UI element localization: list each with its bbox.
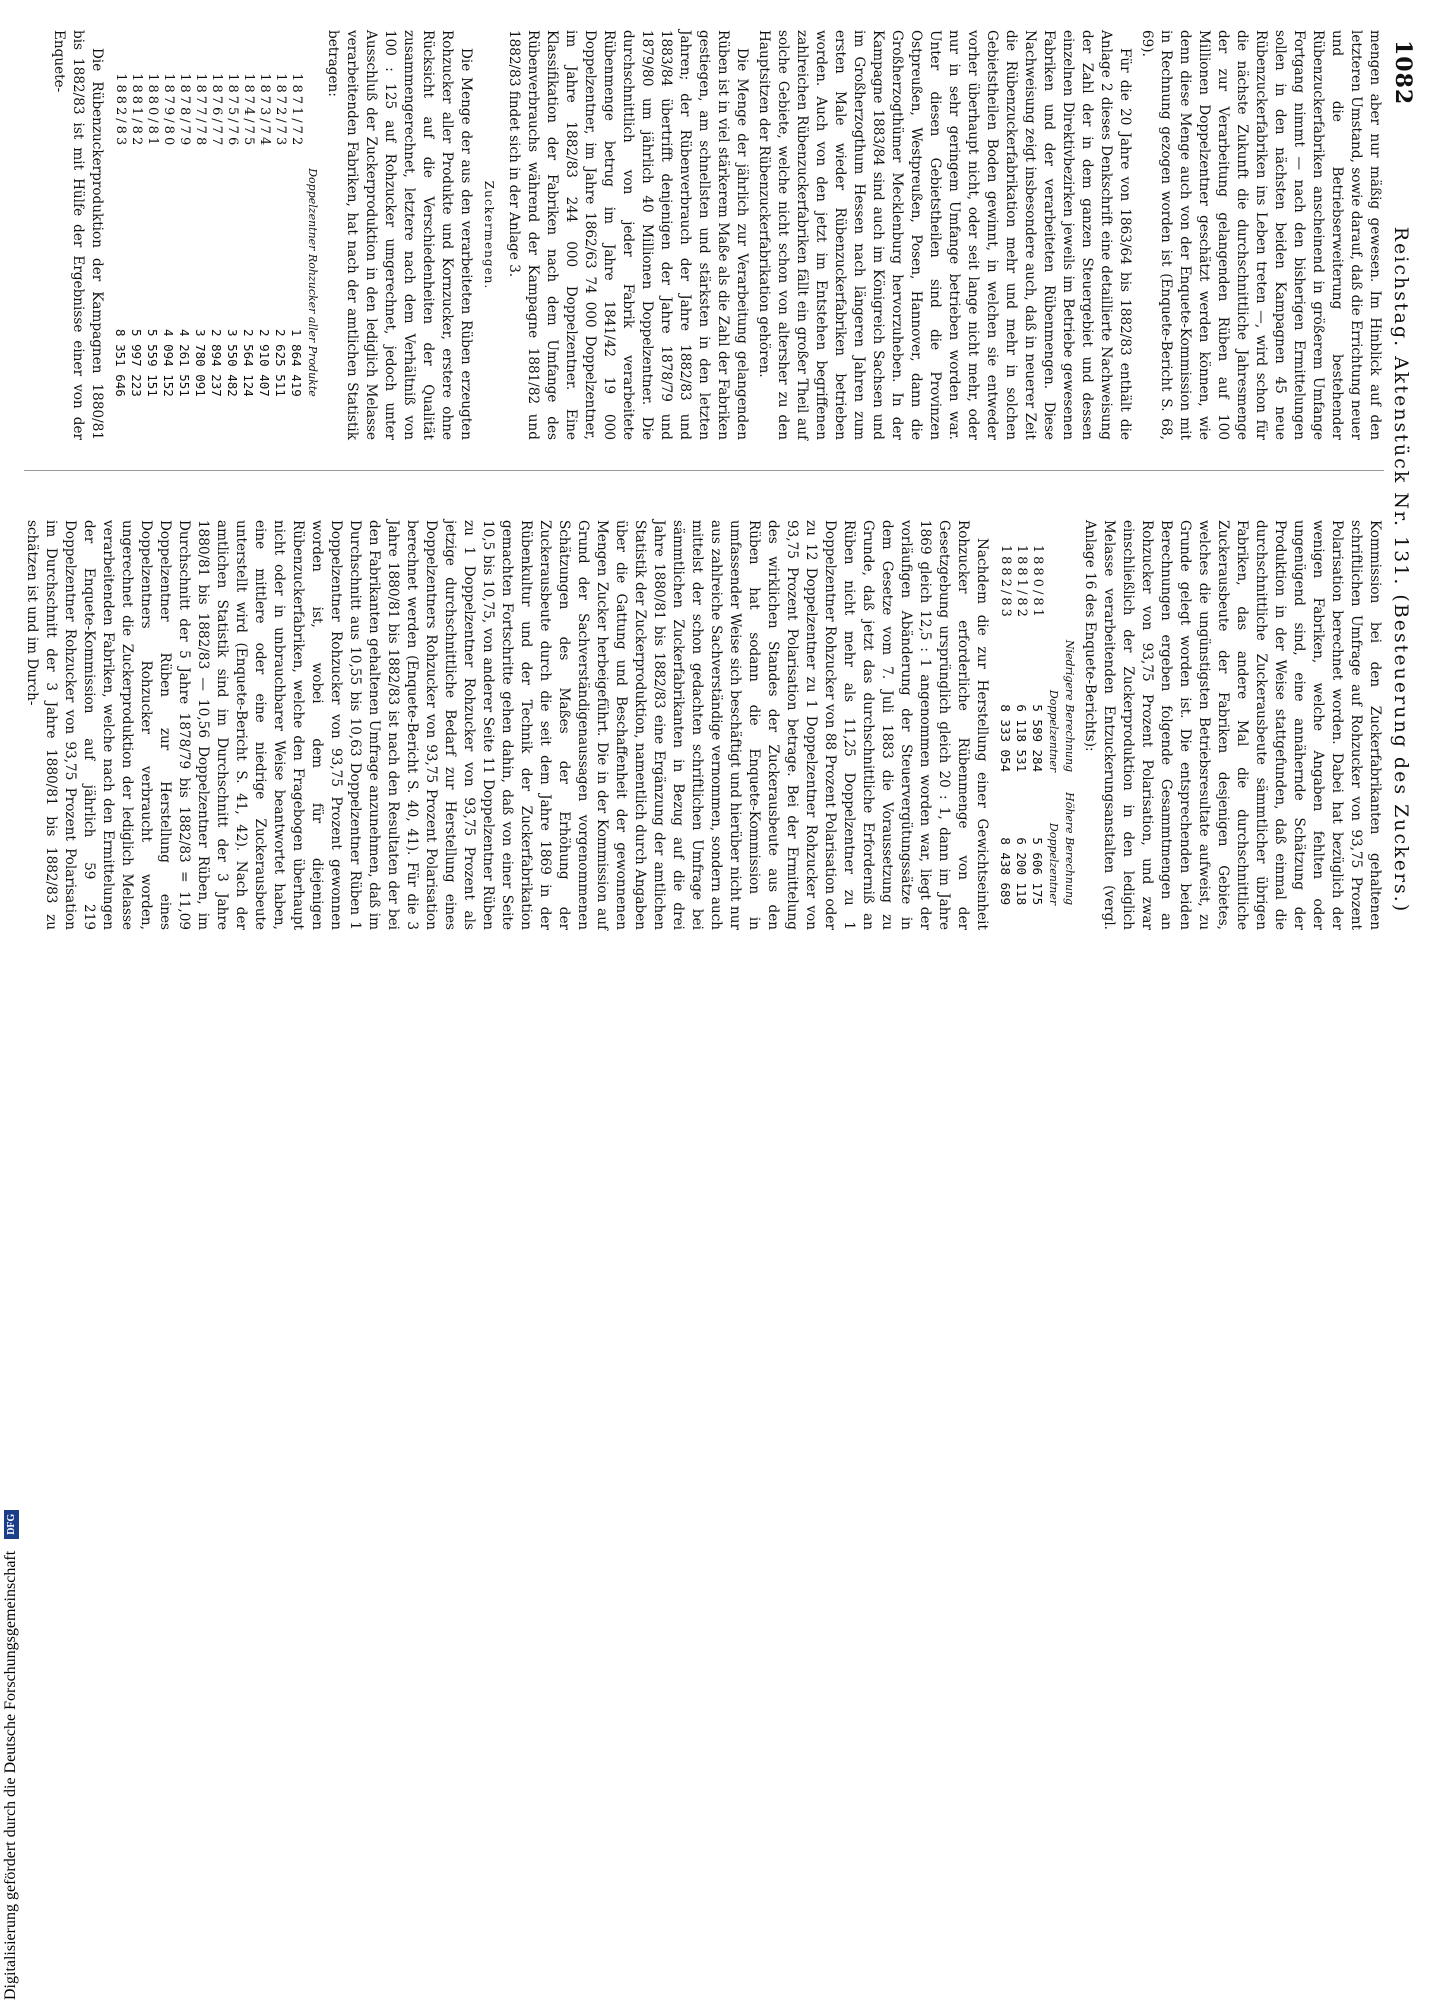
table-row [224, 63, 240, 407]
table-value: 8 351 646 [113, 329, 128, 397]
table-year: 1880/81 [1030, 544, 1045, 620]
table-year: 1879/80 [161, 73, 176, 149]
table-header-row [304, 63, 320, 407]
left-paragraph-5: Die Rübenzuckerproduktion der Kampagnen 1880/81 bis 1882/83 ist mit Hülfe der Ergebnisse einer von der Enquete- [51, 30, 105, 440]
table-year: 1871/72 [289, 73, 304, 149]
column-divider [24, 470, 1384, 471]
table-row [1029, 535, 1045, 915]
table-row [240, 63, 256, 407]
table-value-high: 5 606 175 [1030, 837, 1045, 906]
table-value: 5 559 151 [145, 329, 160, 397]
table-value: 3 550 482 [225, 329, 240, 397]
left-column [4, 30, 1384, 440]
table-row [112, 63, 128, 407]
table-year: 1875/76 [225, 73, 240, 149]
table-value: 2 910 407 [257, 329, 272, 397]
table-year: 1878/79 [177, 73, 192, 149]
table-value: 1 864 419 [289, 329, 304, 397]
table-year: 1882/83 [113, 73, 128, 149]
table-value: 4 094 152 [161, 329, 176, 397]
table-header-row [1061, 535, 1077, 915]
table-row [144, 63, 160, 407]
table-value-high: 6 200 118 [1014, 837, 1029, 906]
table-header-value: Doppelzentner Rohzucker aller Produkte [306, 168, 319, 397]
table-value-low: 6 118 531 [1014, 704, 1029, 773]
table-year: 1882/83 [998, 544, 1013, 620]
table-header-low: Niedrigere Berechnung [1063, 639, 1076, 773]
table-value: 2 625 511 [273, 329, 288, 397]
table-row [1013, 535, 1029, 915]
table-header-high: Höhere Berechnung [1063, 792, 1076, 906]
table-unit-low: Doppelzentner [1047, 689, 1060, 773]
table-year: 1876/77 [209, 73, 224, 149]
table-row [256, 63, 272, 407]
table-year: 1873/74 [257, 73, 272, 149]
table-value: 5 997 223 [129, 329, 144, 397]
right-column [4, 520, 1384, 930]
right-paragraph-1: Kommission bei den Zuckerfabrikanten gehaltenen schriftlichen Umfrage auf Rohzucker von 93,75 Prozent Polarisation berechnet worden. Dabei hat bezüglich der wenigen Fabriken, welche Angaben fehlten oder ungenügend sind, eine annähernde Schätzung der Produktion in der Weise stattgefunden, daß einmal die durchschnittliche Zuckerausbeute sämmtlicher übrigen Fabriken, das andere Mal die durchschnittliche Zuckerausbeute der Fabriken desjenigen Gebietes, welches die ungünstigsten Betriebsresultate aufweist, zu Grunde gelegt worden ist. Die entsprechenden beiden Berechnungen ergeben folgende Gesammtmengen an Rohzucker von 93,75 Prozent Polarisation, und zwar einschließlich der Zuckerproduktion in den lediglich Melasse verarbeitenden Entzuckerungsanstalten (vergl. Anlage 16 des Enquete-Berichts): [1082, 520, 1383, 930]
table-year: 1881/82 [1014, 544, 1029, 620]
table-value: 4 261 551 [177, 329, 192, 397]
table-row [160, 63, 176, 407]
table-row [272, 63, 288, 407]
running-title: Reichstag. Aktenstück Nr. 131. (Besteuerung des Zuckers.) [1390, 226, 1412, 914]
table-year: 1872/73 [273, 73, 288, 149]
table-row [128, 63, 144, 407]
section-title: Zuckermengen. [482, 180, 496, 290]
left-paragraph-3: Die Menge der jährlich zur Verarbeitung gelangenden Rüben ist in viel stärkerem Maße als die Zahl der Fabriken gestiegen, am schnellsten und stärksten in den letzten Jahren; der Rübenverbrauch der Jahre 1882/83 und 1883/84 übertrifft denjenigen der Jahre 1878/79 und 1879/80 um jährlich 40 Millionen Doppelzentner. Die durchschnittlich von jeder Fabrik verarbeitete Rübenmenge betrug im Jahre 1841/42 19 000 Doppelzentner, im Jahre 1862/63 74 000 Doppelzentner, im Jahre 1882/83 244 000 Doppelzentner. Eine Klassifikation der Fabriken nach dem Umfange des Rübenverbrauchs während der Kampagne 1881/82 und 1882/83 findet sich in der Anlage 3. [506, 30, 750, 440]
sugar-production-table [112, 63, 320, 407]
table-year: 1881/82 [129, 73, 144, 149]
table-row [176, 63, 192, 407]
dfg-logo: DFG [4, 1510, 19, 1539]
table-row [288, 63, 304, 407]
table-value-high: 8 438 689 [998, 837, 1013, 906]
table-header-year [304, 63, 320, 158]
table-value: 2 894 237 [209, 329, 224, 397]
page-header [1386, 40, 1426, 970]
table-year: 1880/81 [145, 73, 160, 149]
right-paragraph-2: Nachdem die zur Herstellung einer Gewichtseinheit Rohzucker erforderliche Rübenmenge von der Gesetzgebung ursprünglich gleich 20 : 1, dann im Jahre 1869 gleich 12,5 : 1 angenommen worden war, liegt der vorläufigen Abänderung der Steuervergütungssätze in dem Gesetze vom 7. Juli 1883 die Voraussetzung zu Grunde, daß jetzt das durchschnittliche Erforderniß an Rüben nicht mehr als 11,25 Doppelzentner zu 1 Doppelzentner Rohzucker von 88 Prozent Polarisation oder zu 12 Doppelzentner zu 1 Doppelzentner Rohzucker von 93,75 Prozent Polarisation betrage. Bei der Ermittelung des wirklichen Standes der Zuckerausbeute aus den Rüben hat sodann die Enquete-Kommission in umfassender Weise sich beschäftigt und hierüber nicht nur aus zahlreiche Sachverständige vernommen, sondern auch mittelst der schon gedachten schriftlichen Umfrage bei sämmtlichen Zuckerfabrikanten in Bezug auf die drei Jahre 1880/81 bis 1882/83 eine Ergänzung der amtlichen Statistik der Zuckerproduktion, namentlich durch Angaben über die Gattung und Beschaffenheit der gewonnenen Mengen Zucker herbeigeführt. Die in der Kommission auf Grund der Sachverständigenaussagen vorgenommenen Schätzungen des Maßes der Erhöhung der Zuckerausbeute durch die seit dem Jahre 1869 in der Rübenkultur und der Technik der Zuckerfabrikation gemachten Fortschritte gehen dahin, daß von einer Seite 10,5 bis 10,75, von anderer Seite 11 Doppelzentner Rüben zu 1 Doppelzentner Rohzucker von 93,75 Prozent als jetzige durchschnittliche Bedarf zur Herstellung eines Doppelzentners Rohzucker von 93,75 Prozent Polarisation berechnet werden (Enquete-Bericht S. 40, 41). Für die 3 Jahre 1880/81 bis 1882/83 ist nach den Resultaten der bei den Fabrikanten gehaltenen Umfrage anzunehmen, daß im Durchschnitt aus 10,55 bis 10,63 Doppelzentner Rüben 1 Doppelzentner Rohzucker von 93,75 Prozent gewonnen worden ist, wobei dem für diejenigen Rübenzuckerfabriken, welche den Fragebogen überhaupt nicht oder in unbrauchbarer Weise beantwortet haben, eine mittlere oder eine niedrige Zuckerausbeute unterstellt wird (Enquete-Bericht S. 41, 42). Nach der amtlichen Statistik sind im Durchschnitt der 3 Jahre 1880/81 bis 1882/83 — 10,56 Doppelzentner Rüben, im Durchschnitt der 5 Jahre 1878/79 bis 1882/83 = 11,09 Doppelzentner Rüben zur Herstellung eines Doppelzentners Rohzucker verbraucht worden, ungerechnet die Zuckerproduktion der lediglich Melasse verarbeitenden Fabriken, welche nach den Ermittelungen der Enquete-Kommission auf jährlich 59 219 Doppelzentner Rohzucker von 93,75 Prozent Polarisation im Durchschnitt der 3 Jahre 1880/81 bis 1882/83 zu schätzen ist und im Durch- [24, 520, 990, 930]
footer-note-text: Digitalisierung gefördert durch die Deutsche Forschungsgemeinschaft [2, 1550, 19, 2000]
footer-note [2, 1000, 22, 2000]
table-unit-row [1045, 535, 1061, 915]
table-row [997, 535, 1013, 915]
table-row [192, 63, 208, 407]
left-paragraph-1: mengen aber nur mäßig gewesen. Im Hinblick auf den letzteren Umstand, sowie darauf, daß die Errichtung neuer und die Betriebserweiterung bestehender Rübenzuckerfabriken anscheinend in größerem Umfange Fortgang nimmt — nach den bisherigen Ermittelungen sollen in den nächsten beiden Kampagnen 45 neue Rübenzuckerfabriken ins Leben treten —, wird schon für die nächste Zukunft die durchschnittliche Jahresmenge der zur Verarbeitung gelangenden Rüben auf 100 Millionen Doppelzentner geschätzt werden können, wie denn diese Menge auch von der Enquete-Kommission mit in Rechnung gezogen worden ist (Enquete-Bericht S. 68, 69). [1139, 30, 1383, 440]
table-row [208, 63, 224, 407]
table-unit-high: Doppelzentner [1047, 822, 1060, 906]
left-paragraph-4: Die Menge der aus den verarbeiteten Rüben erzeugten Rohzucker aller Produkte und Kornzucker, erstere ohne Rücksicht auf die Verschiedenheiten der Qualität zusammengerechnet, letztere nach dem Verhältniß von 100 : 125 auf Rohzucker umgerechnet, jedoch unter Ausschluß der Zuckerproduktion in den lediglich Melasse verarbeitenden Fabriken, hat nach der amtlichen Statistik betragen: [325, 30, 474, 440]
table-value: 3 780 091 [193, 329, 208, 397]
table-year: 1874/75 [241, 73, 256, 149]
left-paragraph-2: Für die 20 Jahre von 1863/64 bis 1882/83 enthält die Anlage 2 dieses Denkschrift eine detaillierte Nachweisung der Zahl der in dem ganzen Steuergebiet und dessen einzelnen Direktivbezirken jeweils im Betriebe gewesenen Fabriken und der verarbeiteten Rübenmengen. Diese Nachweisung zeigt insbesondere auch, daß in neuerer Zeit die Rübenzuckerfabrikation mehr und mehr in solchen Gebietstheilen Boden gewinnt, in welchen sie entweder vorher überhaupt nicht, oder seit lange nicht mehr, oder nur in sehr geringem Umfange betrieben worden war. Unter diesen Gebietstheilen sind die Provinzen Ostpreußen, Westpreußen, Posen, Hannover, dann die Großherzogthümer Mecklenburg hervorzuheben. In der Kampagne 1883/84 sind auch im Königreich Sachsen und im Großherzogthum Hessen nach längeren Jahren zum ersten Male wieder Rübenzuckerfabriken betrieben worden. Auch von den jetzt im Entstehen begriffenen zahlreichen Rübenzuckerfabriken fällt ein großer Theil auf solche Gebiete, welche nicht schon von altersher zu den Hauptsitzen der Rübenzuckerfabrikation gehören. [756, 30, 1133, 440]
table-value-low: 8 333 054 [998, 704, 1013, 773]
calculation-table [997, 535, 1077, 915]
page-number: 1082 [1390, 40, 1416, 106]
footer-strip [0, 1000, 20, 2000]
table-year: 1877/78 [193, 73, 208, 149]
table-value-low: 5 589 284 [1030, 704, 1045, 773]
table-value: 2 564 124 [241, 329, 256, 397]
